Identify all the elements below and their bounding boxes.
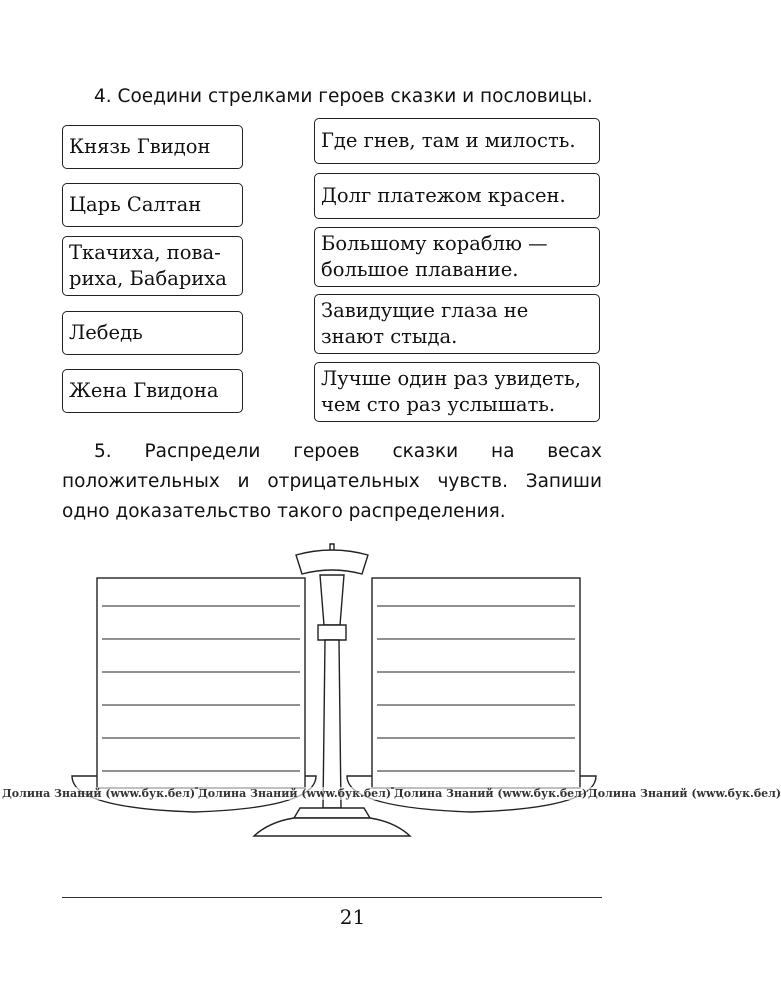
watermark: Долина Знаний (www.бук.бел): [2, 787, 196, 800]
hero-box: Жена Гвидона: [62, 369, 243, 413]
proverb-box: Долг платежом красен.: [314, 173, 600, 219]
watermark: Долина Знаний (www.бук.бел): [394, 787, 588, 800]
watermark: Долина Знаний (www.бук.бел): [198, 787, 392, 800]
hero-box: Князь Гвидон: [62, 125, 243, 169]
proverb-box: Завидущие глаза не знают стыда.: [314, 294, 600, 354]
proverb-box: Большому кораблю — большое плавание.: [314, 227, 600, 287]
hero-box: Ткачиха, пова- риха, Бабариха: [62, 236, 243, 296]
footer-rule: [62, 897, 602, 898]
watermark: Долина Знаний (www.бук.бел): [588, 787, 781, 800]
hero-box: Лебедь: [62, 311, 243, 355]
task-4-instruction: 4. Соедини стрелками героев сказки и пословицы.: [94, 86, 593, 107]
task-5-instruction: 5. Распредели героев сказки на весах положительных и отрицательных чувств. Запиши одно доказательство такого распределения.: [62, 441, 602, 522]
proverb-box: Лучше один раз увидеть, чем сто раз услышать.: [314, 362, 600, 422]
proverb-box: Где гнев, там и милость.: [314, 118, 600, 164]
page-number: 21: [339, 905, 366, 929]
hero-box: Царь Салтан: [62, 183, 243, 227]
